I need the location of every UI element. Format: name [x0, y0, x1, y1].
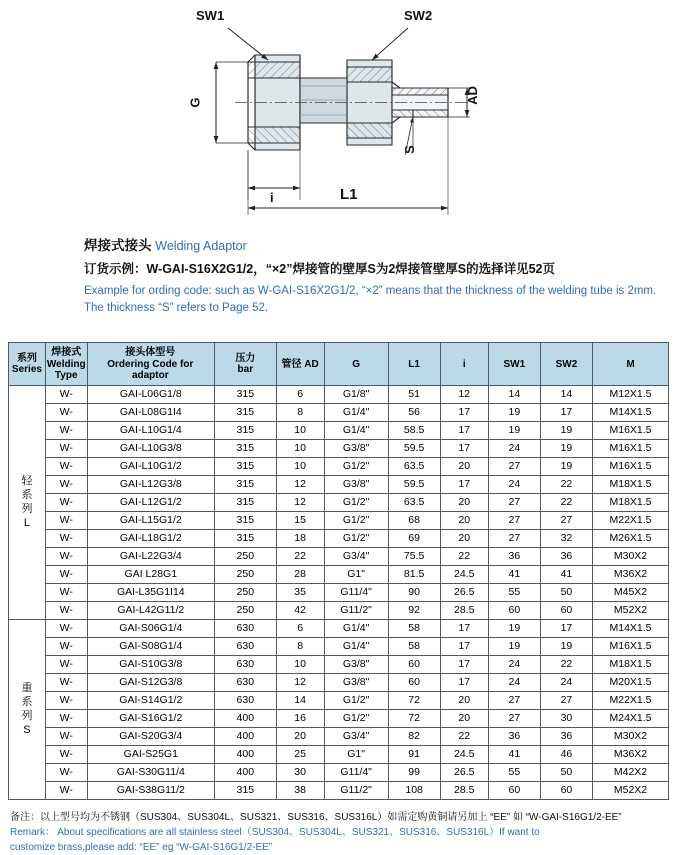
cell-sw1: 24	[488, 476, 540, 494]
cell-sw2: 22	[540, 494, 592, 512]
cell-pressure: 400	[215, 728, 277, 746]
spec-table	[8, 342, 669, 800]
cell-sw2: 14	[540, 386, 592, 404]
th-ad: 管径 AD	[276, 343, 324, 386]
cell-welding-type: W-	[45, 530, 87, 548]
order-example-en-line2: The thickness “S” refers to Page 52.	[84, 301, 269, 314]
cell-ordering-code: GAI L28G1	[87, 566, 214, 584]
cell-m: M18X1.5	[593, 476, 669, 494]
cell-ordering-code: GAI-S06G1/4	[87, 620, 214, 638]
cell-g: G3/8"	[324, 656, 388, 674]
cell-g: G1/2"	[324, 530, 388, 548]
table-row	[9, 512, 669, 530]
cell-ordering-code: GAI-L12G3/8	[87, 476, 214, 494]
label-s: S	[401, 145, 417, 154]
cell-m: M16X1.5	[593, 440, 669, 458]
cell-m: M16X1.5	[593, 638, 669, 656]
cell-g: G11/2"	[324, 602, 388, 620]
cell-sw1: 27	[488, 494, 540, 512]
cell-pressure: 630	[215, 656, 277, 674]
cell-i: 17	[440, 620, 488, 638]
cell-pressure: 250	[215, 566, 277, 584]
cell-m: M20X1.5	[593, 674, 669, 692]
cell-sw2: 30	[540, 710, 592, 728]
cell-i: 28.5	[440, 782, 488, 800]
cell-l1: 63.5	[388, 494, 440, 512]
cell-sw2: 36	[540, 728, 592, 746]
cell-m: M12X1.5	[593, 386, 669, 404]
cell-g: G1"	[324, 746, 388, 764]
cell-i: 20	[440, 710, 488, 728]
table-row	[9, 584, 669, 602]
cell-m: M18X1.5	[593, 656, 669, 674]
cell-sw1: 55	[488, 584, 540, 602]
cell-welding-type: W-	[45, 566, 87, 584]
cell-welding-type: W-	[45, 476, 87, 494]
table-body	[9, 386, 669, 800]
cell-m: M18X1.5	[593, 494, 669, 512]
cell-ad: 16	[276, 710, 324, 728]
product-title-cn: 焊接式接头	[84, 238, 152, 253]
cell-sw1: 27	[488, 458, 540, 476]
table-row	[9, 422, 669, 440]
cell-sw1: 36	[488, 548, 540, 566]
table-row	[9, 728, 669, 746]
cell-sw2: 60	[540, 602, 592, 620]
th-series: 系列 Series	[9, 343, 46, 386]
cell-m: M26X1.5	[593, 530, 669, 548]
th-sw2: SW2	[540, 343, 592, 386]
table-row	[9, 386, 669, 404]
cell-l1: 75.5	[388, 548, 440, 566]
table-row	[9, 764, 669, 782]
cell-g: G11/4"	[324, 584, 388, 602]
cell-m: M14X1.5	[593, 404, 669, 422]
cell-sw1: 19	[488, 422, 540, 440]
cell-ad: 6	[276, 386, 324, 404]
cell-welding-type: W-	[45, 494, 87, 512]
cell-sw2: 24	[540, 674, 592, 692]
cell-i: 20	[440, 494, 488, 512]
cell-g: G1/2"	[324, 692, 388, 710]
label-sw2: SW2	[404, 8, 433, 23]
cell-ordering-code: GAI-S10G3/8	[87, 656, 214, 674]
cell-sw2: 46	[540, 746, 592, 764]
cell-ordering-code: GAI-S20G3/4	[87, 728, 214, 746]
cell-ad: 6	[276, 620, 324, 638]
cell-l1: 60	[388, 674, 440, 692]
cell-ad: 38	[276, 782, 324, 800]
series-cell: 重 系 列 S	[9, 620, 46, 800]
cell-welding-type: W-	[45, 602, 87, 620]
cell-welding-type: W-	[45, 512, 87, 530]
cell-ordering-code: GAI-L08G1I4	[87, 404, 214, 422]
table-row	[9, 548, 669, 566]
cell-g: G3/8"	[324, 476, 388, 494]
cell-g: G1/4"	[324, 422, 388, 440]
cell-pressure: 630	[215, 620, 277, 638]
cell-pressure: 630	[215, 674, 277, 692]
cell-welding-type: W-	[45, 386, 87, 404]
cell-l1: 92	[388, 602, 440, 620]
cell-sw1: 27	[488, 530, 540, 548]
cell-ad: 10	[276, 440, 324, 458]
table-row	[9, 494, 669, 512]
adaptor-drawing-svg	[0, 0, 677, 230]
th-i: i	[440, 343, 488, 386]
cell-welding-type: W-	[45, 458, 87, 476]
cell-sw1: 27	[488, 512, 540, 530]
cell-m: M52X2	[593, 602, 669, 620]
cell-welding-type: W-	[45, 746, 87, 764]
cell-welding-type: W-	[45, 764, 87, 782]
cell-sw1: 24	[488, 656, 540, 674]
cell-g: G3/8"	[324, 440, 388, 458]
cell-ad: 30	[276, 764, 324, 782]
cell-m: M45X2	[593, 584, 669, 602]
cell-sw1: 24	[488, 440, 540, 458]
th-g: G	[324, 343, 388, 386]
cell-ordering-code: GAI-L10G1/4	[87, 422, 214, 440]
table-row	[9, 656, 669, 674]
table-header-row	[9, 343, 669, 386]
cell-g: G3/4"	[324, 728, 388, 746]
cell-g: G11/2"	[324, 782, 388, 800]
cell-l1: 58.5	[388, 422, 440, 440]
cell-l1: 68	[388, 512, 440, 530]
cell-pressure: 315	[215, 494, 277, 512]
table-row	[9, 476, 669, 494]
cell-pressure: 400	[215, 746, 277, 764]
cell-i: 26.5	[440, 764, 488, 782]
cell-sw2: 32	[540, 530, 592, 548]
cell-ad: 15	[276, 512, 324, 530]
cell-pressure: 250	[215, 602, 277, 620]
cell-pressure: 315	[215, 422, 277, 440]
remark-en-line1: Remark： About specifications are all stainless steel（SUS304、SUS304L、SUS321、SUS316、SUS316L）If want to	[10, 827, 540, 839]
cell-g: G1/2"	[324, 494, 388, 512]
cell-welding-type: W-	[45, 404, 87, 422]
cell-l1: 72	[388, 692, 440, 710]
cell-ordering-code: GAI-S25G1	[87, 746, 214, 764]
cell-pressure: 315	[215, 404, 277, 422]
cell-welding-type: W-	[45, 638, 87, 656]
th-ordering-code: 接头体型号 Ordering Code for adaptor	[87, 343, 214, 386]
cell-sw2: 19	[540, 422, 592, 440]
table-row	[9, 692, 669, 710]
cell-ordering-code: GAI-S12G3/8	[87, 674, 214, 692]
cell-i: 17	[440, 404, 488, 422]
cell-pressure: 315	[215, 782, 277, 800]
cell-i: 20	[440, 692, 488, 710]
cell-sw1: 55	[488, 764, 540, 782]
th-m: M	[593, 343, 669, 386]
cell-g: G1/2"	[324, 458, 388, 476]
cell-g: G1/8"	[324, 386, 388, 404]
label-i: i	[270, 190, 274, 205]
cell-ordering-code: GAI-S30G11/4	[87, 764, 214, 782]
cell-i: 22	[440, 548, 488, 566]
cell-sw2: 22	[540, 476, 592, 494]
cell-pressure: 315	[215, 458, 277, 476]
cell-g: G1/4"	[324, 620, 388, 638]
cell-ad: 18	[276, 530, 324, 548]
table-row	[9, 440, 669, 458]
cell-g: G3/4"	[324, 548, 388, 566]
cell-l1: 81.5	[388, 566, 440, 584]
label-g: G	[187, 97, 203, 108]
cell-ad: 12	[276, 476, 324, 494]
cell-g: G1/4"	[324, 638, 388, 656]
cell-i: 17	[440, 440, 488, 458]
table-row	[9, 638, 669, 656]
cell-sw1: 19	[488, 404, 540, 422]
cell-m: M24X1.5	[593, 710, 669, 728]
table-row	[9, 602, 669, 620]
cell-ad: 22	[276, 548, 324, 566]
cell-sw1: 27	[488, 710, 540, 728]
cell-g: G1/2"	[324, 512, 388, 530]
th-welding-type: 焊接式 Welding Type	[45, 343, 87, 386]
cell-sw1: 24	[488, 674, 540, 692]
table-row	[9, 530, 669, 548]
cell-l1: 60	[388, 656, 440, 674]
cell-sw1: 41	[488, 746, 540, 764]
cell-l1: 82	[388, 728, 440, 746]
remark-en-line2: customize brass,please add: “EE” eg “W-GAI-S16G1/2-EE”	[10, 842, 273, 854]
cell-ad: 28	[276, 566, 324, 584]
cell-sw1: 19	[488, 638, 540, 656]
cell-pressure: 315	[215, 476, 277, 494]
cell-g: G1"	[324, 566, 388, 584]
cell-l1: 99	[388, 764, 440, 782]
technical-drawing	[0, 0, 677, 230]
table-row	[9, 746, 669, 764]
cell-pressure: 250	[215, 548, 277, 566]
cell-ad: 25	[276, 746, 324, 764]
cell-pressure: 400	[215, 710, 277, 728]
cell-ordering-code: GAI-L06G1/8	[87, 386, 214, 404]
cell-ad: 12	[276, 674, 324, 692]
cell-i: 24.5	[440, 746, 488, 764]
cell-l1: 58	[388, 620, 440, 638]
cell-m: M14X1.5	[593, 620, 669, 638]
cell-g: G3/8"	[324, 674, 388, 692]
cell-g: G1/2"	[324, 710, 388, 728]
cell-m: M22X1.5	[593, 692, 669, 710]
cell-i: 17	[440, 422, 488, 440]
cell-ordering-code: GAI-L12G1/2	[87, 494, 214, 512]
cell-ordering-code: GAI-S38G11/2	[87, 782, 214, 800]
th-sw1: SW1	[488, 343, 540, 386]
cell-l1: 58	[388, 638, 440, 656]
cell-l1: 63.5	[388, 458, 440, 476]
cell-l1: 69	[388, 530, 440, 548]
cell-sw1: 14	[488, 386, 540, 404]
cell-sw2: 19	[540, 458, 592, 476]
th-pressure: 压力 bar	[215, 343, 277, 386]
cell-l1: 90	[388, 584, 440, 602]
cell-ad: 8	[276, 404, 324, 422]
cell-ad: 10	[276, 656, 324, 674]
table-row	[9, 566, 669, 584]
table-row	[9, 620, 669, 638]
cell-sw2: 27	[540, 512, 592, 530]
cell-sw2: 17	[540, 404, 592, 422]
cell-ordering-code: GAI-L10G1/2	[87, 458, 214, 476]
cell-ordering-code: GAI-L18G1/2	[87, 530, 214, 548]
cell-pressure: 250	[215, 584, 277, 602]
cell-sw1: 27	[488, 692, 540, 710]
cell-ad: 10	[276, 458, 324, 476]
remark-cn: 备注：以上型号均为不锈钢（SUS304、SUS304L、SUS321、SUS316、SUS316L）如需定购黄铜请另加上 “EE” 如 “W-GAI-S16G1/2-EE”	[10, 812, 622, 824]
cell-ad: 35	[276, 584, 324, 602]
cell-i: 22	[440, 728, 488, 746]
title-block	[0, 234, 677, 316]
label-ad: AD	[464, 86, 480, 105]
cell-ordering-code: GAI-L42G11/2	[87, 602, 214, 620]
cell-welding-type: W-	[45, 656, 87, 674]
cell-sw1: 60	[488, 782, 540, 800]
cell-sw2: 36	[540, 548, 592, 566]
cell-pressure: 315	[215, 512, 277, 530]
cell-pressure: 400	[215, 764, 277, 782]
cell-sw2: 60	[540, 782, 592, 800]
cell-welding-type: W-	[45, 710, 87, 728]
cell-l1: 91	[388, 746, 440, 764]
th-l1: L1	[388, 343, 440, 386]
label-l1: L1	[340, 186, 358, 203]
cell-sw2: 50	[540, 764, 592, 782]
cell-welding-type: W-	[45, 782, 87, 800]
cell-ordering-code: GAI-L15G1/2	[87, 512, 214, 530]
spec-table-wrap	[8, 342, 669, 800]
cell-m: M36X2	[593, 566, 669, 584]
cell-pressure: 630	[215, 692, 277, 710]
cell-welding-type: W-	[45, 692, 87, 710]
cell-ad: 42	[276, 602, 324, 620]
cell-sw2: 41	[540, 566, 592, 584]
cell-ad: 12	[276, 494, 324, 512]
cell-ad: 14	[276, 692, 324, 710]
cell-welding-type: W-	[45, 584, 87, 602]
cell-g: G11/4"	[324, 764, 388, 782]
cell-ordering-code: GAI-L22G3/4	[87, 548, 214, 566]
cell-sw1: 36	[488, 728, 540, 746]
order-example-en-line1: Example for ording code: such as W-GAI-S16X2G1/2, “×2” means that the thickness of the welding tube is 2mm.	[84, 285, 657, 297]
cell-i: 17	[440, 476, 488, 494]
cell-sw1: 60	[488, 602, 540, 620]
cell-sw1: 19	[488, 620, 540, 638]
cell-m: M22X1.5	[593, 512, 669, 530]
table-row	[9, 404, 669, 422]
cell-m: M16X1.5	[593, 422, 669, 440]
cell-welding-type: W-	[45, 620, 87, 638]
product-title-en: Welding Adaptor	[155, 239, 247, 253]
cell-i: 20	[440, 458, 488, 476]
label-sw1: SW1	[196, 8, 225, 23]
cell-pressure: 630	[215, 638, 277, 656]
cell-l1: 72	[388, 710, 440, 728]
cell-g: G1/4"	[324, 404, 388, 422]
cell-m: M42X2	[593, 764, 669, 782]
cell-i: 17	[440, 638, 488, 656]
cell-pressure: 315	[215, 386, 277, 404]
cell-m: M30X2	[593, 548, 669, 566]
cell-ad: 8	[276, 638, 324, 656]
cell-l1: 56	[388, 404, 440, 422]
remark-block	[10, 810, 667, 855]
cell-welding-type: W-	[45, 548, 87, 566]
cell-ad: 10	[276, 422, 324, 440]
cell-l1: 59.5	[388, 476, 440, 494]
cell-pressure: 315	[215, 530, 277, 548]
cell-i: 17	[440, 656, 488, 674]
cell-pressure: 315	[215, 440, 277, 458]
table-row	[9, 458, 669, 476]
cell-sw1: 41	[488, 566, 540, 584]
cell-ordering-code: GAI-S08G1/4	[87, 638, 214, 656]
cell-welding-type: W-	[45, 422, 87, 440]
cell-welding-type: W-	[45, 728, 87, 746]
cell-ordering-code: GAI-L35G1I14	[87, 584, 214, 602]
cell-m: M30X2	[593, 728, 669, 746]
series-cell: 轻 系 列 L	[9, 386, 46, 620]
cell-ad: 20	[276, 728, 324, 746]
cell-l1: 51	[388, 386, 440, 404]
cell-sw2: 17	[540, 620, 592, 638]
cell-i: 20	[440, 530, 488, 548]
cell-ordering-code: GAI-S16G1/2	[87, 710, 214, 728]
cell-sw2: 19	[540, 440, 592, 458]
table-row	[9, 674, 669, 692]
cell-welding-type: W-	[45, 440, 87, 458]
cell-welding-type: W-	[45, 674, 87, 692]
cell-i: 12	[440, 386, 488, 404]
cell-l1: 59.5	[388, 440, 440, 458]
table-row	[9, 782, 669, 800]
cell-m: M16X1.5	[593, 458, 669, 476]
cell-l1: 108	[388, 782, 440, 800]
cell-ordering-code: GAI-S14G1/2	[87, 692, 214, 710]
cell-i: 26.5	[440, 584, 488, 602]
order-example-cn: 订货示例：W-GAI-S16X2G1/2，“×2”焊接管的壁厚S为2焊接管壁厚S的选择详见52页	[84, 262, 556, 276]
cell-ordering-code: GAI-L10G3/8	[87, 440, 214, 458]
cell-m: M36X2	[593, 746, 669, 764]
cell-i: 20	[440, 512, 488, 530]
cell-sw2: 22	[540, 656, 592, 674]
cell-i: 24.5	[440, 566, 488, 584]
cell-i: 28.5	[440, 602, 488, 620]
cell-i: 17	[440, 674, 488, 692]
cell-sw2: 50	[540, 584, 592, 602]
table-row	[9, 710, 669, 728]
cell-sw2: 19	[540, 638, 592, 656]
cell-m: M52X2	[593, 782, 669, 800]
cell-sw2: 27	[540, 692, 592, 710]
